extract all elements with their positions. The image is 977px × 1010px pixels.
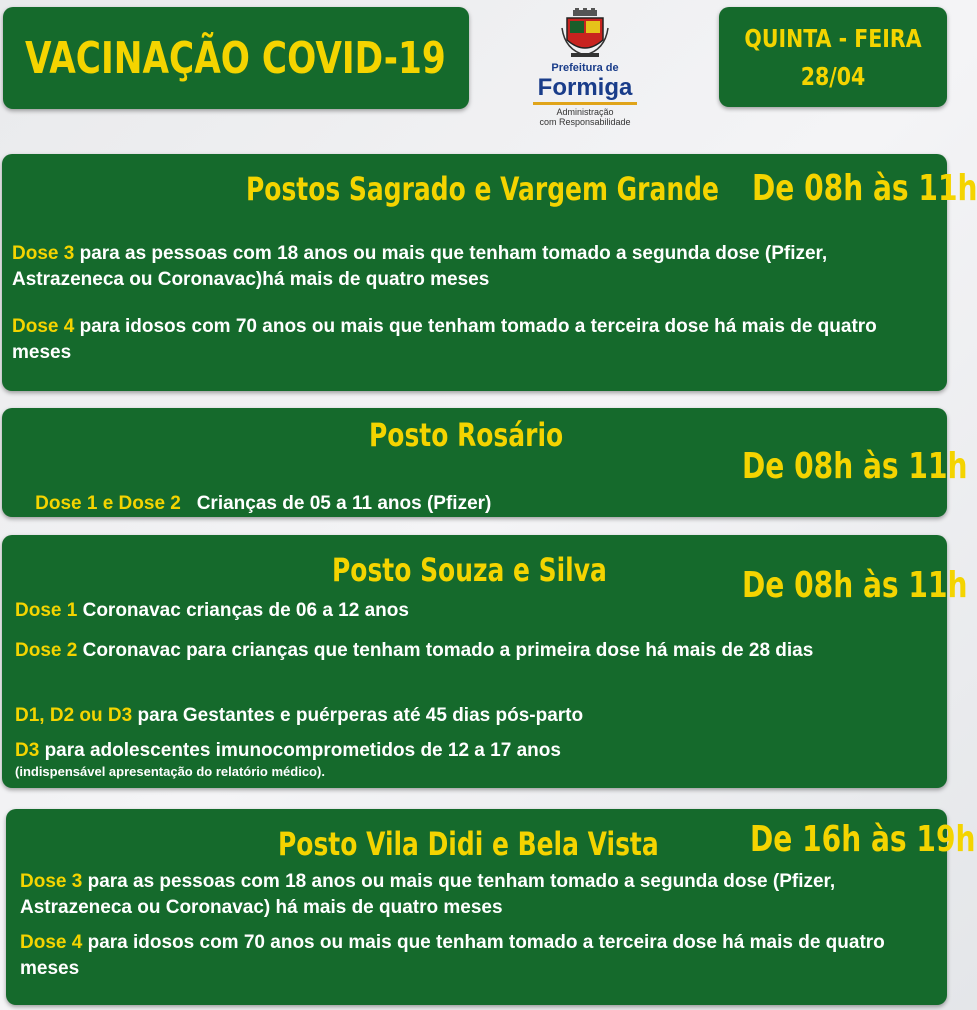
dose-text: para as pessoas com 18 anos ou mais que tenham tomado a segunda dose (Pfizer, Astrazeneca ou Coronavac) há mais de quatro meses <box>20 871 836 918</box>
dose-text: Crianças de 05 a 11 anos (Pfizer) <box>180 493 492 514</box>
section-time: De 08h às 11h <box>742 446 968 487</box>
section-time: De 08h às 11h <box>752 168 977 209</box>
logo-line1: Prefeitura de <box>551 62 619 74</box>
dose-text: Coronavac para crianças que tenham tomado a primeira dose há mais de 28 dias <box>77 640 814 661</box>
date-banner <box>719 7 947 107</box>
date-label: 28/04 <box>800 62 866 91</box>
section-title: Posto Souza e Silva <box>332 551 607 589</box>
section-rosario <box>2 408 968 517</box>
note-text: (indispensável apresentação do relatório médico). <box>15 764 325 779</box>
dose-text: para idosos com 70 anos ou mais que tenham tomado a terceira dose há mais de quatro meses <box>20 932 885 979</box>
dose-text: Coronavac crianças de 06 a 12 anos <box>77 600 409 621</box>
logo-line3: Administração <box>556 107 614 117</box>
list-item <box>15 598 935 624</box>
dose-text: para Gestantes e puérperas até 45 dias pós-parto <box>132 705 584 726</box>
list-item <box>15 638 935 664</box>
dose-label: D1, D2 ou D3 <box>15 705 133 726</box>
dose-label: D3 <box>15 740 40 761</box>
prefeitura-logo <box>515 8 655 133</box>
dose-label: Dose 2 <box>15 640 78 661</box>
dose-label: Dose 1 e Dose 2 <box>35 493 181 514</box>
list-item <box>14 465 714 543</box>
title-banner <box>3 7 469 109</box>
list-item <box>20 930 940 982</box>
section-vila-didi-bela-vista <box>6 809 976 1005</box>
section-time: De 16h às 19h <box>750 819 976 860</box>
logo-line2: Formiga <box>537 74 633 101</box>
dose-text: para idosos com 70 anos ou mais que tenham tomado a terceira dose há mais de quatro meses <box>12 316 877 363</box>
dose-label: Dose 3 <box>20 871 83 892</box>
dose-label: Dose 4 <box>12 316 75 337</box>
dose-text: para as pessoas com 18 anos ou mais que tenham tomado a segunda dose (Pfizer, Astrazeneca ou Coronavac)há mais de quatro meses <box>12 243 828 290</box>
dose-label: Dose 1 <box>15 600 78 621</box>
list-item <box>20 869 940 921</box>
dose-label: Dose 3 <box>12 243 75 264</box>
logo-line4: com Responsabilidade <box>539 117 631 127</box>
page-title: VACINAÇÃO COVID-19 <box>25 33 446 84</box>
section-souza-silva <box>2 535 968 788</box>
dose-text: para adolescentes imunocomprometidos de 12 a 17 anos <box>39 740 561 761</box>
list-item <box>12 314 937 366</box>
dose-label: Dose 4 <box>20 932 83 953</box>
section-sagrado-vargem <box>2 154 977 391</box>
list-item <box>12 241 937 293</box>
section-title: Posto Rosário <box>369 416 564 454</box>
logo-underline <box>533 102 637 105</box>
section-time: De 08h às 11h <box>742 565 968 606</box>
list-item <box>15 738 935 764</box>
day-label: QUINTA - FEIRA <box>744 24 922 53</box>
section-title: Postos Sagrado e Vargem Grande <box>246 170 719 208</box>
section-title: Posto Vila Didi e Bela Vista <box>278 825 659 863</box>
list-item <box>15 703 935 729</box>
